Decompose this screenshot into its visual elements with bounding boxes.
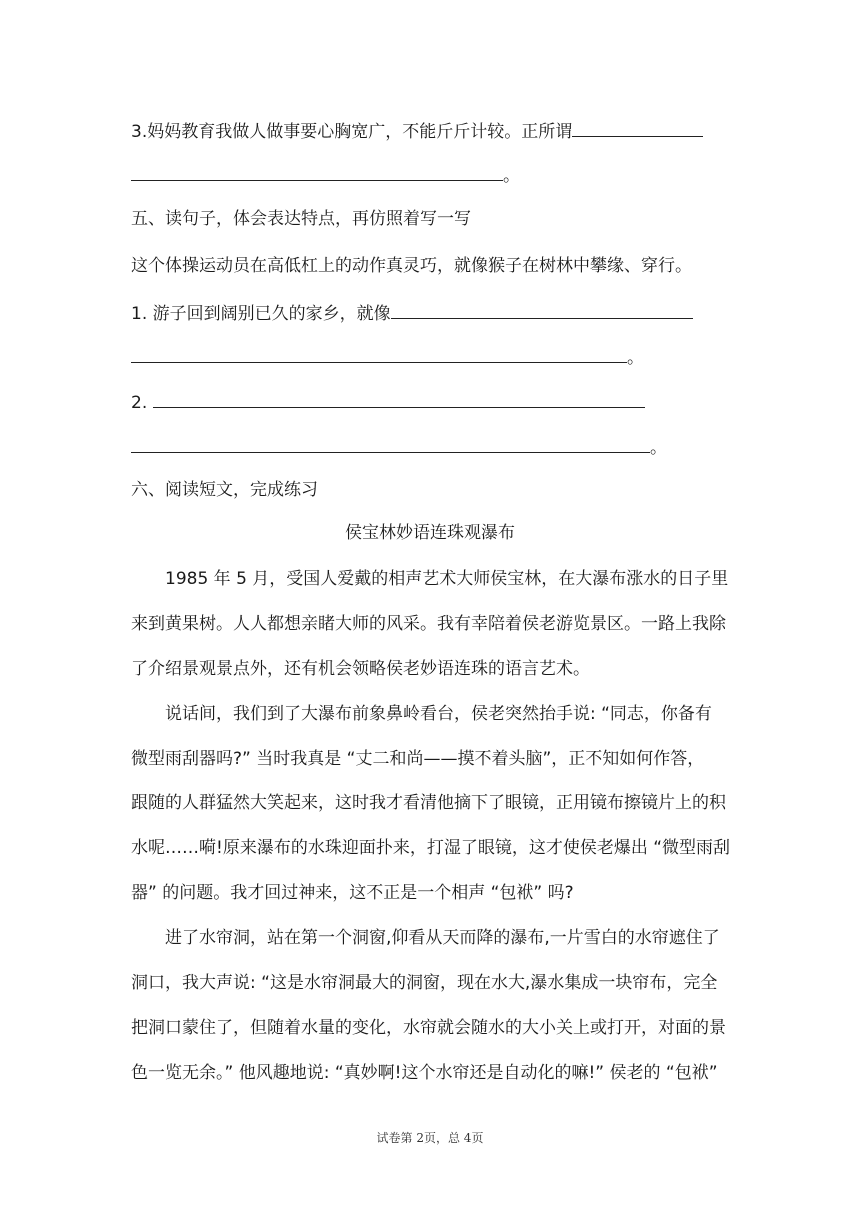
passage-line-5: 微型雨刮器吗?” 当时我真是 “丈二和尚——摸不着头脑”，正不知如何作答， xyxy=(131,749,705,769)
passage-line-3: 了介绍景观景点外，还有机会领略侯老妙语连珠的语言艺术。 xyxy=(131,659,590,679)
item2-text: 2. xyxy=(131,393,153,413)
section5-heading: 五、读句子，体会表达特点，再仿照着写一写 xyxy=(131,209,471,229)
q3-line-2 xyxy=(131,162,520,186)
passage-line-10: 洞口，我大声说: “这是水帘洞最大的洞窗，现在水大,瀑水集成一块帘布，完全 xyxy=(131,973,718,993)
q3-line-1 xyxy=(131,118,703,142)
item2-answer-blank-2[interactable] xyxy=(131,434,650,453)
item1-end-punct: 。 xyxy=(627,348,644,368)
passage-line-2: 来到黄果树。人人都想亲睹大师的风采。我有幸陪着侯老游览景区。一路上我除 xyxy=(131,614,726,634)
item2-answer-blank-1[interactable] xyxy=(153,389,645,408)
passage-line-12: 色一览无余。” 他风趣地说: “真妙啊!这个水帘还是自动化的嘛!” 侯老的 “包袱” xyxy=(131,1063,718,1083)
passage-line-1: 1985 年 5 月，受国人爱戴的相声艺术大师侯宝林，在大瀑布涨水的日子里 xyxy=(165,569,729,589)
q3-answer-blank-1[interactable] xyxy=(572,118,703,137)
section5-example: 这个体操运动员在高低杠上的动作真灵巧，就像猴子在树林中攀缘、穿行。 xyxy=(131,256,692,276)
section5-item2-line-2 xyxy=(131,434,667,458)
section6-heading: 六、阅读短文，完成练习 xyxy=(131,480,318,500)
passage-line-7: 水呢……嗬!原来瀑布的水珠迎面扑来，打湿了眼镜，这才使侯老爆出 “微型雨刮 xyxy=(131,838,731,858)
item1-answer-blank-2[interactable] xyxy=(131,344,627,363)
passage-line-11: 把洞口蒙住了，但随着水量的变化，水帘就会随水的大小关上或打开，对面的景 xyxy=(131,1018,726,1038)
passage-title: 侯宝林妙语连珠观瀑布 xyxy=(345,523,515,543)
page-footer: 试卷第 2页，总 4页 xyxy=(376,1131,484,1145)
item2-end-punct: 。 xyxy=(650,438,667,458)
q3-answer-blank-2[interactable] xyxy=(131,162,503,181)
passage-line-8: 器” 的问题。我才回过神来，这不正是一个相声 “包袱” 吗? xyxy=(131,883,574,903)
item1-text: 1. 游子回到阔别已久的家乡，就像 xyxy=(131,304,391,324)
item1-answer-blank-1[interactable] xyxy=(391,300,693,319)
q3-end-punct: 。 xyxy=(503,166,520,186)
section5-item1-line-1 xyxy=(131,300,693,324)
passage-line-9: 进了水帘洞，站在第一个洞窗,仰看从天而降的瀑布,一片雪白的水帘遮住了 xyxy=(165,928,720,948)
q3-text: 3.妈妈教育我做人做事要心胸宽广，不能斤斤计较。正所谓 xyxy=(131,122,573,142)
section5-item1-line-2 xyxy=(131,344,644,368)
section5-item2-line-1 xyxy=(131,389,645,413)
passage-line-4: 说话间，我们到了大瀑布前象鼻岭看台，侯老突然抬手说: “同志，你备有 xyxy=(165,704,712,724)
passage-line-6: 跟随的人群猛然大笑起来，这时我才看清他摘下了眼镜，正用镜布擦镜片上的积 xyxy=(131,793,726,813)
